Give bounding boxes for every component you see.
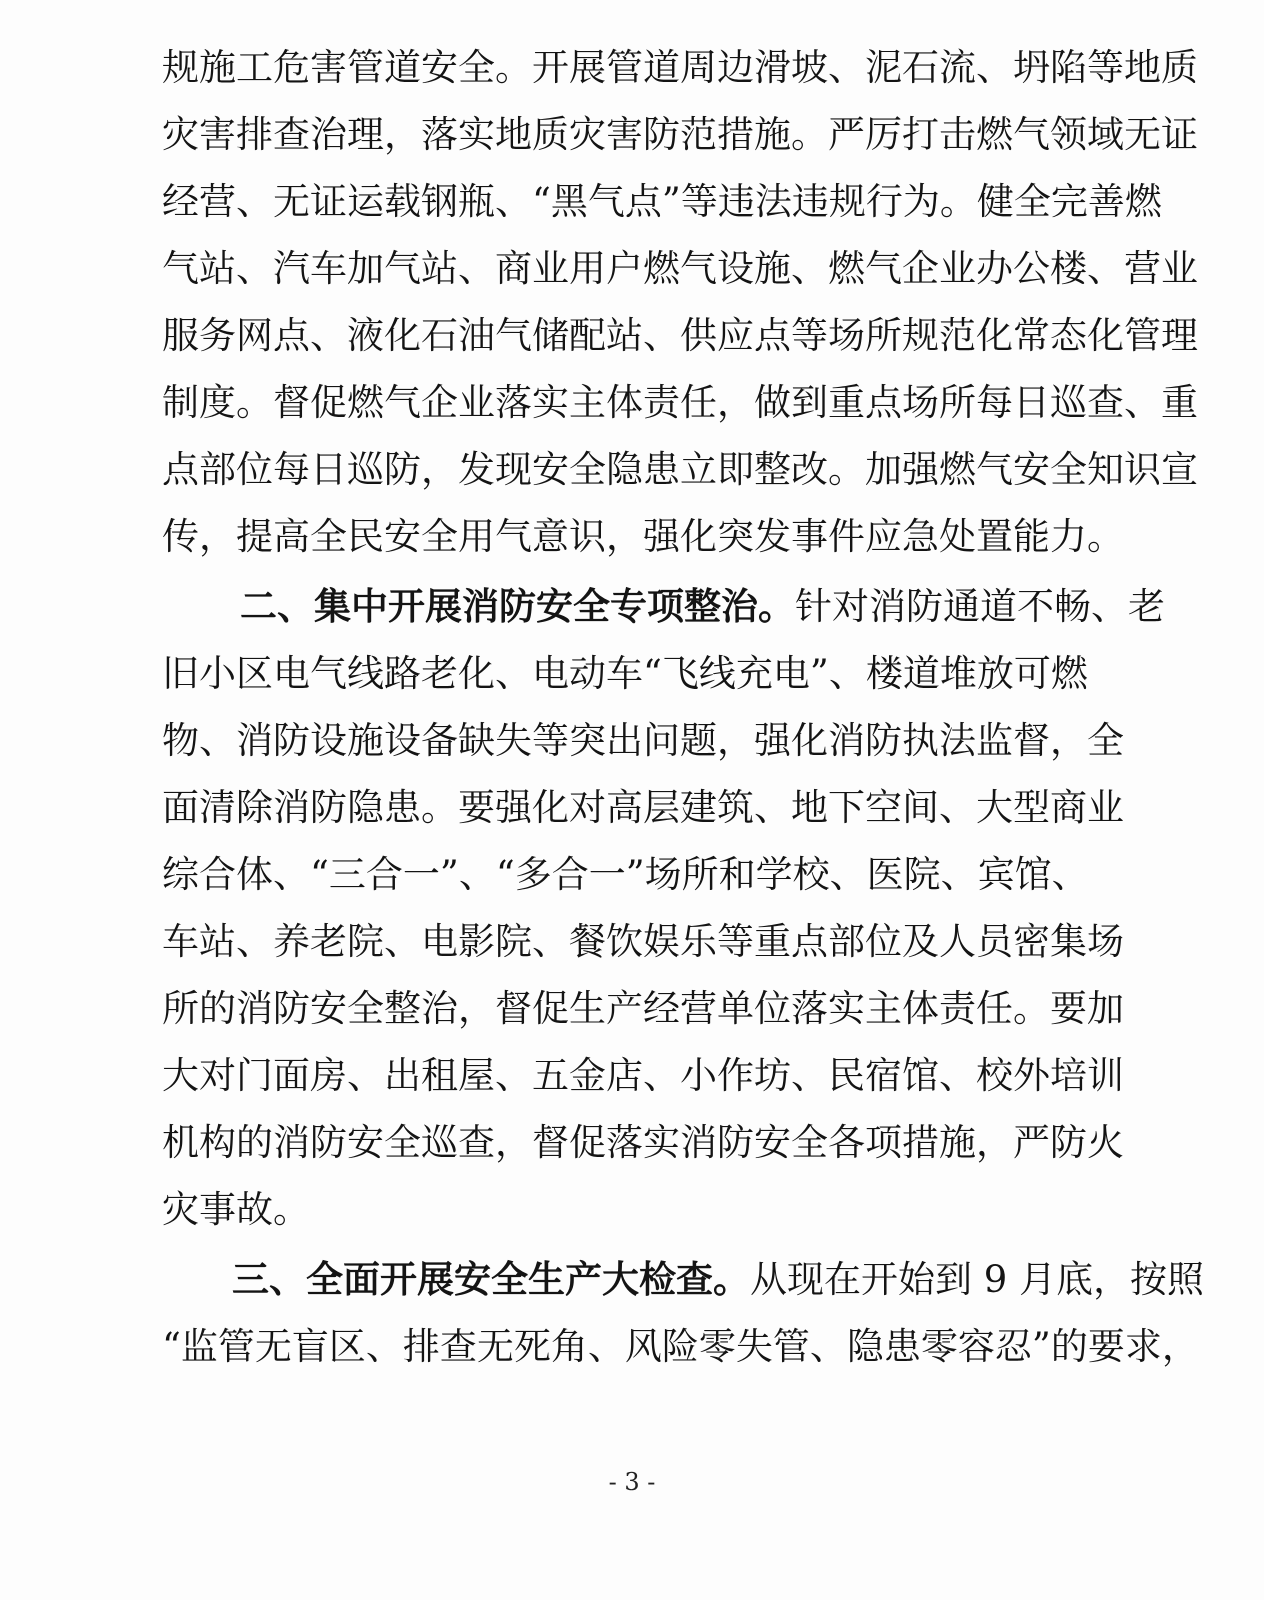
paragraph-2-line-2: 旧小区电气线路老化、电动车“飞线充电”、楼道堆放可燃 bbox=[162, 652, 1088, 695]
paragraph-1-line-6: 制度。督促燃气企业落实主体责任，做到重点场所每日巡查、重 bbox=[162, 381, 1198, 424]
paragraph-1-line-5: 服务网点、液化石油气储配站、供应点等场所规范化常态化管理 bbox=[162, 314, 1198, 357]
paragraph-2-line-4: 面清除消防隐患。要强化对高层建筑、地下空间、大型商业 bbox=[162, 786, 1124, 829]
paragraph-1-line-2: 灾害排查治理，落实地质灾害防范措施。严厉打击燃气领域无证 bbox=[162, 113, 1198, 156]
paragraph-2-line-7: 所的消防安全整治，督促生产经营单位落实主体责任。要加 bbox=[162, 987, 1124, 1030]
paragraph-2-line-5: 综合体、“三合一”、“多合一”场所和学校、医院、宾馆、 bbox=[162, 853, 1089, 896]
paragraph-3-line-1 bbox=[232, 1250, 1205, 1310]
paragraph-3-line-2: “监管无盲区、排查无死角、风险零失管、隐患零容忍”的要求， bbox=[162, 1325, 1199, 1368]
section-2-heading: 二、集中开展消防安全专项整治。 bbox=[240, 585, 795, 628]
paragraph-2-line-9: 机构的消防安全巡查，督促落实消防安全各项措施，严防火 bbox=[162, 1121, 1124, 1164]
section-2-first-line-text: 针对消防通道不畅、老 bbox=[795, 585, 1165, 628]
paragraph-1-line-7: 点部位每日巡防，发现安全隐患立即整改。加强燃气安全知识宣 bbox=[162, 448, 1198, 491]
paragraph-2-line-3: 物、消防设施设备缺失等突出问题，强化消防执法监督，全 bbox=[162, 719, 1124, 762]
paragraph-2-line-8: 大对门面房、出租屋、五金店、小作坊、民宿馆、校外培训 bbox=[162, 1054, 1124, 1097]
page-number: - 3 - bbox=[608, 1468, 656, 1496]
paragraph-1-line-1: 规施工危害管道安全。开展管道周边滑坡、泥石流、坍陷等地质 bbox=[162, 46, 1198, 89]
paragraph-2-line-6: 车站、养老院、电影院、餐饮娱乐等重点部位及人员密集场 bbox=[162, 920, 1124, 963]
paragraph-2-line-1 bbox=[240, 577, 1165, 637]
section-3-heading: 三、全面开展安全生产大检查。 bbox=[232, 1258, 750, 1301]
section-3-first-line-text: 从现在开始到 9 月底，按照 bbox=[750, 1258, 1205, 1301]
paragraph-2-line-10: 灾事故。 bbox=[162, 1188, 310, 1231]
paragraph-1-line-3: 经营、无证运载钢瓶、“黑气点”等违法违规行为。健全完善燃 bbox=[162, 180, 1162, 223]
paragraph-1-line-8: 传，提高全民安全用气意识，强化突发事件应急处置能力。 bbox=[162, 515, 1124, 558]
paragraph-1-line-4: 气站、汽车加气站、商业用户燃气设施、燃气企业办公楼、营业 bbox=[162, 247, 1198, 290]
